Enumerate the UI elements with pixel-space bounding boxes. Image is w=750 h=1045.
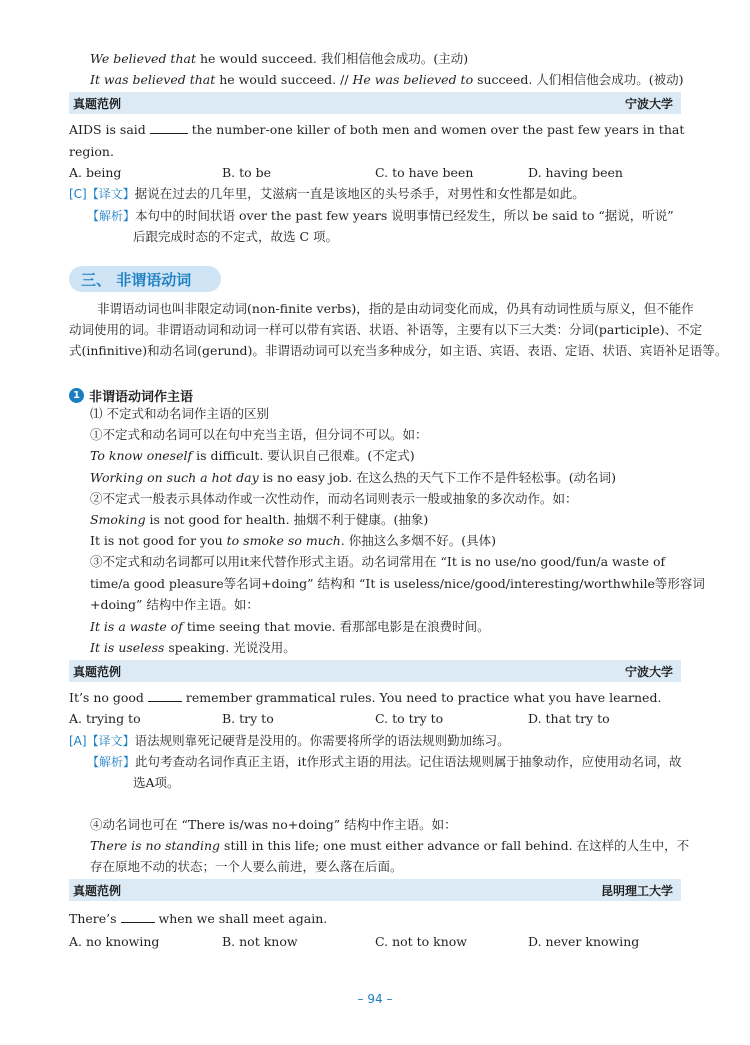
example-line-cont: 存在原地不动的状态；一个人要么前进，要么落在后面。 bbox=[90, 859, 403, 874]
answer-translation: [C]【译文】据说在过去的几年里，艾滋病一直是该地区的头号杀手，对男性和女性都是如此。 bbox=[69, 186, 585, 201]
option-b: B. try to bbox=[222, 711, 274, 726]
option-d: D. never knowing bbox=[528, 934, 640, 949]
rule-3: ③不定式和动名词都可以用it来代替作形式主语。动名词常用在 “It is no use/no good/fun/a waste of bbox=[90, 554, 666, 569]
rule-2: ②不定式一般表示具体动作或一次性动作，而动名词则表示一般或抽象的多次动作。如： bbox=[90, 491, 578, 506]
subsection-title: 非谓语动词作主语 bbox=[89, 390, 194, 405]
option-c: C. not to know bbox=[375, 934, 468, 949]
answer-blank bbox=[121, 910, 155, 923]
rule-3-cont: time/a good pleasure等名词+doing” 结构和 “It is useless/nice/good/interesting/worthwhile等形容词 bbox=[90, 576, 705, 591]
subsection-number-badge: 1 bbox=[69, 388, 84, 403]
exam-example-header: 真题范例 宁波大学 bbox=[69, 92, 681, 114]
option-b: B. not know bbox=[222, 934, 298, 949]
point-1-heading: ⑴ 不定式和动名词作主语的区别 bbox=[90, 406, 269, 421]
question-2: It’s no good remember grammatical rules. You need to practice what you have learned. bbox=[69, 690, 662, 705]
example-line: Smoking is not good for health. 抽烟不利于健康。(抽象) bbox=[90, 512, 429, 527]
exam-example-header: 真题范例 宁波大学 bbox=[69, 660, 681, 682]
option-b: B. to be bbox=[222, 165, 272, 180]
exam-example-header: 真题范例 昆明理工大学 bbox=[69, 879, 681, 901]
option-c: C. to try to bbox=[375, 711, 444, 726]
option-a: A. being bbox=[69, 165, 122, 180]
answer-blank bbox=[150, 121, 188, 134]
rule-1: ①不定式和动名词可以在句中充当主语，但分词不可以。如： bbox=[90, 427, 428, 442]
example-line: It is useless speaking. 光说没用。 bbox=[90, 640, 296, 655]
intro-paragraph-line: 非谓语动词也叫非限定动词(non-finite verbs)，指的是由动词变化而成，仍具有动词性质与原义，但不能作 bbox=[97, 301, 694, 316]
question-1-cont: region. bbox=[69, 144, 114, 159]
section-heading: 三、 非谓语动词 bbox=[69, 266, 221, 292]
answer-analysis: 【解析】本句中的时间状语 over the past few years 说明事情已经发生，所以 be said to “据说，听说” bbox=[87, 208, 674, 223]
example-passive: It was believed that he would succeed. // He was believed to succeed. 人们相信他会成功。(被动) bbox=[90, 72, 684, 87]
option-c: C. to have been bbox=[375, 165, 474, 180]
example-line: It is not good for you to smoke so much. 你抽这么多烟不好。(具体) bbox=[90, 533, 496, 548]
intro-paragraph-line: 式(infinitive)和动名词(gerund)。非谓语动词可以充当多种成分，如主语、宾语、表语、定语、状语、宾语补足语等。 bbox=[69, 343, 728, 358]
rule-3-cont: +doing” 结构中作主语。如： bbox=[90, 597, 259, 612]
answer-blank bbox=[148, 689, 182, 702]
page-number: – 94 – bbox=[357, 992, 393, 1006]
answer-analysis: 【解析】此句考查动名词作真正主语，it作形式主语的用法。记住语法规则属于抽象动作，应使用动名词，故 bbox=[87, 754, 682, 769]
answer-analysis-cont: 后跟完成时态的不定式，故选 C 项。 bbox=[133, 229, 339, 244]
question-1: AIDS is said the number-one killer of both men and women over the past few years in that bbox=[69, 122, 685, 137]
example-line: To know oneself is difficult. 要认识自己很难。(不定式) bbox=[90, 448, 415, 463]
intro-paragraph-line: 动词使用的词。非谓语动词和动词一样可以带有宾语、状语、补语等，主要有以下三大类：分词(participle)、不定 bbox=[69, 322, 703, 337]
example-line: There is no standing still in this life; one must either advance or fall behind. 在这样的人生中，不 bbox=[90, 838, 690, 853]
example-active: We believed that he would succeed. 我们相信他会成功。(主动) bbox=[90, 51, 469, 66]
example-line: Working on such a hot day is no easy job. 在这么热的天气下工作不是件轻松事。(动名词) bbox=[90, 470, 616, 485]
option-d: D. having been bbox=[528, 165, 623, 180]
answer-analysis-cont: 选A项。 bbox=[133, 775, 180, 790]
answer-translation: [A]【译文】语法规则靠死记硬背是没用的。你需要将所学的语法规则勤加练习。 bbox=[69, 733, 510, 748]
rule-4: ④动名词也可在 “There is/was no+doing” 结构中作主语。如： bbox=[90, 817, 457, 832]
example-line: It is a waste of time seeing that movie. 看那部电影是在浪费时间。 bbox=[90, 619, 490, 634]
option-a: A. no knowing bbox=[69, 934, 160, 949]
option-a: A. trying to bbox=[69, 711, 141, 726]
option-d: D. that try to bbox=[528, 711, 610, 726]
question-3: There’s when we shall meet again. bbox=[69, 911, 328, 926]
